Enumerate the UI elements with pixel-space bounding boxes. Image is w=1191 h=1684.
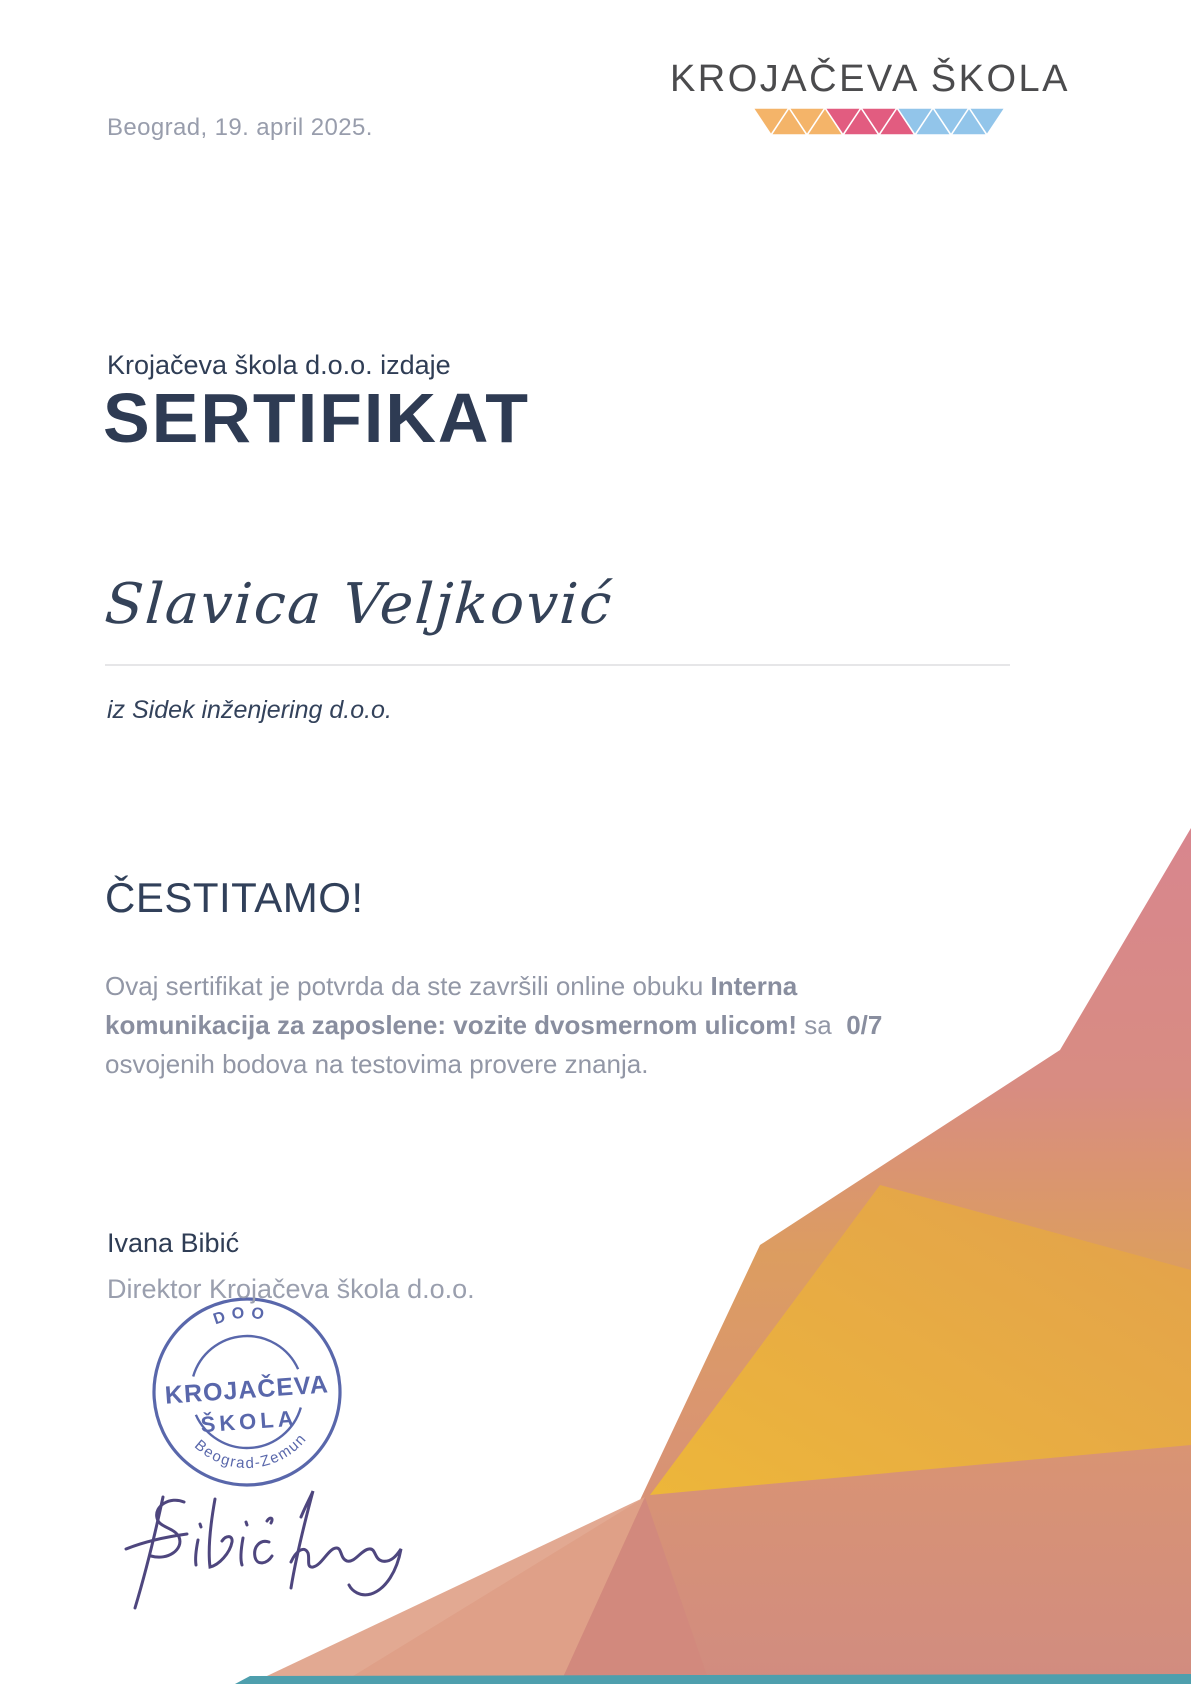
signer-name: Ivana Bibić: [107, 1228, 240, 1258]
recipient-company-line: iz Sidek inženjering d.o.o.: [107, 696, 392, 724]
name-underline-rule: [105, 664, 1010, 666]
certificate-body-paragraph: [105, 967, 920, 1084]
stamp-bottom-text: Beograd-Zemun: [191, 1429, 311, 1473]
signer-title: Direktor Krojačeva škola d.o.o.: [107, 1274, 475, 1304]
stamp-name-line1: KROJAČEVA: [164, 1370, 330, 1410]
recipient-name: Slavica Veljković: [102, 572, 616, 637]
logo-wordmark: KROJAČEVA ŠKOLA: [669, 58, 1070, 100]
stamp-top-text: DOO: [211, 1304, 272, 1329]
body-text-between: sa: [797, 1010, 847, 1040]
body-text-before: Ovaj sertifikat je potvrda da ste završili online obuku: [105, 971, 711, 1001]
congrats-heading: ČESTITAMO!: [105, 874, 364, 921]
certificate-title: SERTIFIKAT: [103, 379, 531, 457]
course-title-bold: Interna komunikacija za zaposlene: vozite dvosmernom ulicom!: [105, 971, 798, 1040]
stamp-name-line2: ŠKOLA: [199, 1405, 299, 1438]
issuer-line: Krojačeva škola d.o.o. izdaje: [107, 350, 451, 380]
date-line: Beograd, 19. april 2025.: [107, 114, 373, 141]
body-text-after: osvojenih bodova na testovima provere znanja.: [105, 1049, 649, 1079]
score-value: 0/7: [846, 1010, 883, 1040]
logo-triangle-strip: [753, 108, 1005, 135]
